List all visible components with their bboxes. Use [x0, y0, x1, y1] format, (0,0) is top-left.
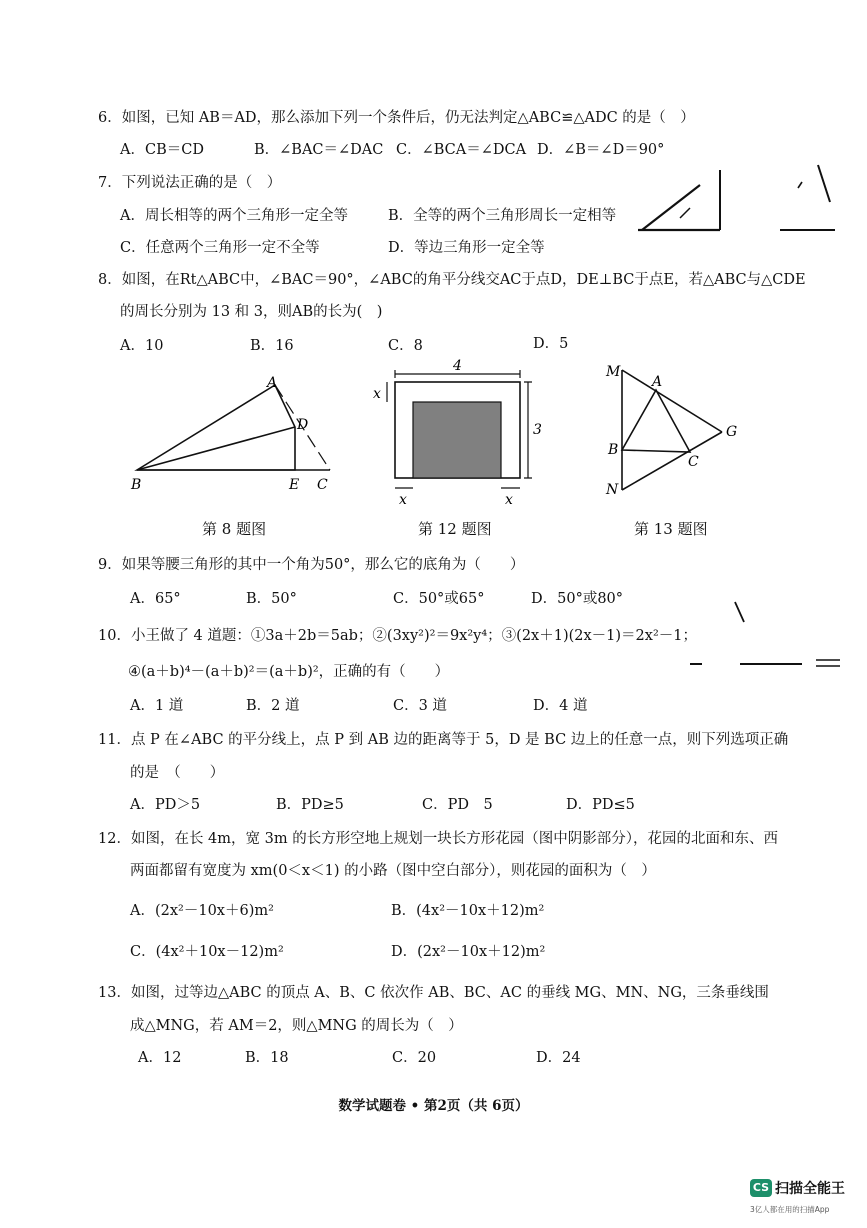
fig13-label-c: C [688, 454, 699, 470]
q10-stem-line2: ④(a＋b)⁴－(a＋b)²＝(a＋b)²，正确的有（ ） [128, 664, 450, 680]
figure-8-triangle [125, 365, 340, 495]
q10-option-a: A．1 道 [130, 698, 184, 714]
q9-option-b: B．50° [246, 591, 297, 607]
q12-option-a: A．(2x²－10x＋6)m² [130, 903, 274, 919]
q12-option-b: B．(4x²－10x＋12)m² [391, 903, 545, 919]
q9-stem: 9．如果等腰三角形的其中一个角为50°，那么它的底角为（ ） [98, 557, 525, 573]
q7-option-b: B．全等的两个三角形周长一定相等 [388, 208, 617, 224]
q8-option-c: C．8 [388, 338, 423, 354]
q13-option-d: D．24 [536, 1050, 581, 1066]
fig13-label-b: B [608, 442, 619, 458]
q8-option-b: B．16 [250, 338, 294, 354]
figure-13-caption: 第 13 题图 [634, 520, 708, 538]
q11-option-d: D．PD≤5 [566, 797, 635, 813]
q12-stem-line1: 12．如图，在长 4m，宽 3m 的长方形空地上规划一块长方形花园（图中阴影部分），花园的北面和东、西 [98, 831, 778, 847]
q11-option-a: A．PD＞5 [130, 797, 201, 813]
fig13-label-a: A [652, 374, 663, 390]
fig12-label-x-bottom-right: x [505, 492, 513, 508]
q7-option-a: A．周长相等的两个三角形一定全等 [120, 208, 348, 224]
q11-option-c: C．PD 5 [422, 797, 493, 813]
q9-option-a: A．65° [130, 591, 181, 607]
figure-8-caption: 第 8 题图 [202, 520, 267, 538]
q11-stem-line2: 的是 （ ） [130, 765, 225, 781]
fig8-label-c: C [317, 477, 328, 493]
figure-13-triangles [600, 360, 750, 500]
fig8-label-d: D [297, 417, 309, 433]
q6-option-c: C．∠BCA＝∠DCA [396, 142, 527, 158]
stray-pencil-marks-2 [680, 598, 850, 673]
q11-option-b: B．PD≥5 [276, 797, 344, 813]
q10-stem-line1: 10．小王做了 4 道题：①3a＋2b＝5ab；②(3xy²)²＝9x²y⁴；③(2x＋1)(2x－1)＝2x²－1； [98, 628, 698, 644]
q12-option-d: D．(2x²－10x＋12)m² [391, 944, 546, 960]
q8-option-a: A．10 [120, 338, 164, 354]
q13-option-b: B．18 [245, 1050, 289, 1066]
q12-option-c: C．(4x²＋10x－12)m² [130, 944, 284, 960]
fig12-label-top: 4 [453, 358, 462, 374]
fig13-label-g: G [726, 424, 738, 440]
scanner-name: 扫描全能王 [775, 1181, 845, 1197]
q13-option-a: A．12 [138, 1050, 182, 1066]
fig13-label-m: M [606, 364, 621, 380]
stray-pencil-marks [630, 160, 840, 240]
q6-stem: 6．如图，已知 AB＝AD，那么添加下列一个条件后，仍无法判定△ABC≌△ADC 的是（ ） [98, 110, 695, 126]
cs-logo-icon: CS [750, 1179, 772, 1197]
q8-option-d: D．5 [533, 336, 569, 352]
fig8-label-b: B [131, 477, 142, 493]
q6-option-b: B．∠BAC＝∠DAC [254, 142, 384, 158]
q9-option-d: D．50°或80° [531, 591, 624, 607]
figure-12-garden [365, 358, 550, 508]
q12-stem-line2: 两面都留有宽度为 xm(0＜x＜1) 的小路（图中空白部分），则花园的面积为（ ） [130, 863, 656, 879]
q13-stem-line1: 13．如图，过等边△ABC 的顶点 A、B、C 依次作 AB、BC、AC 的垂线 MG、MN、NG，三条垂线围 [98, 985, 769, 1001]
q10-option-c: C．3 道 [393, 698, 447, 714]
q6-option-d: D．∠B＝∠D＝90° [537, 142, 665, 158]
fig8-label-e: E [289, 477, 300, 493]
scanner-tagline: 3亿人都在用的扫描App [750, 1205, 830, 1214]
q8-stem-line1: 8．如图，在Rt△ABC中，∠BAC＝90°，∠ABC的角平分线交AC于点D，DE⊥BC于点E，若△ABC与△CDE [98, 272, 806, 288]
figure-12-caption: 第 12 题图 [418, 520, 492, 538]
q6-option-a: A．CB＝CD [120, 142, 204, 158]
fig12-label-right: 3 [533, 422, 542, 438]
q13-option-c: C．20 [392, 1050, 437, 1066]
q8-stem-line2: 的周长分别为 13 和 3，则AB的长为( ) [120, 304, 383, 320]
q11-stem-line1: 11．点 P 在∠ABC 的平分线上，点 P 到 AB 边的距离等于 5，D 是 BC 边上的任意一点，则下列选项正确 [98, 732, 789, 748]
fig13-label-n: N [606, 482, 619, 498]
q7-option-c: C．任意两个三角形一定不全等 [120, 240, 320, 256]
q7-option-d: D．等边三角形一定全等 [388, 240, 545, 256]
page-footer: 数学试题卷 • 第2页（共 6页） [338, 1098, 529, 1114]
q10-option-d: D．4 道 [533, 698, 588, 714]
q7-stem: 7．下列说法正确的是（ ） [98, 175, 282, 191]
fig12-label-x-left: x [373, 386, 381, 402]
fig12-label-x-bottom-left: x [399, 492, 407, 508]
scanner-watermark [750, 1178, 845, 1198]
q10-option-b: B．2 道 [246, 698, 300, 714]
fig8-label-a: A [267, 375, 278, 391]
q9-option-c: C．50°或65° [393, 591, 485, 607]
q13-stem-line2: 成△MNG，若 AM＝2，则△MNG 的周长为（ ） [130, 1018, 463, 1034]
